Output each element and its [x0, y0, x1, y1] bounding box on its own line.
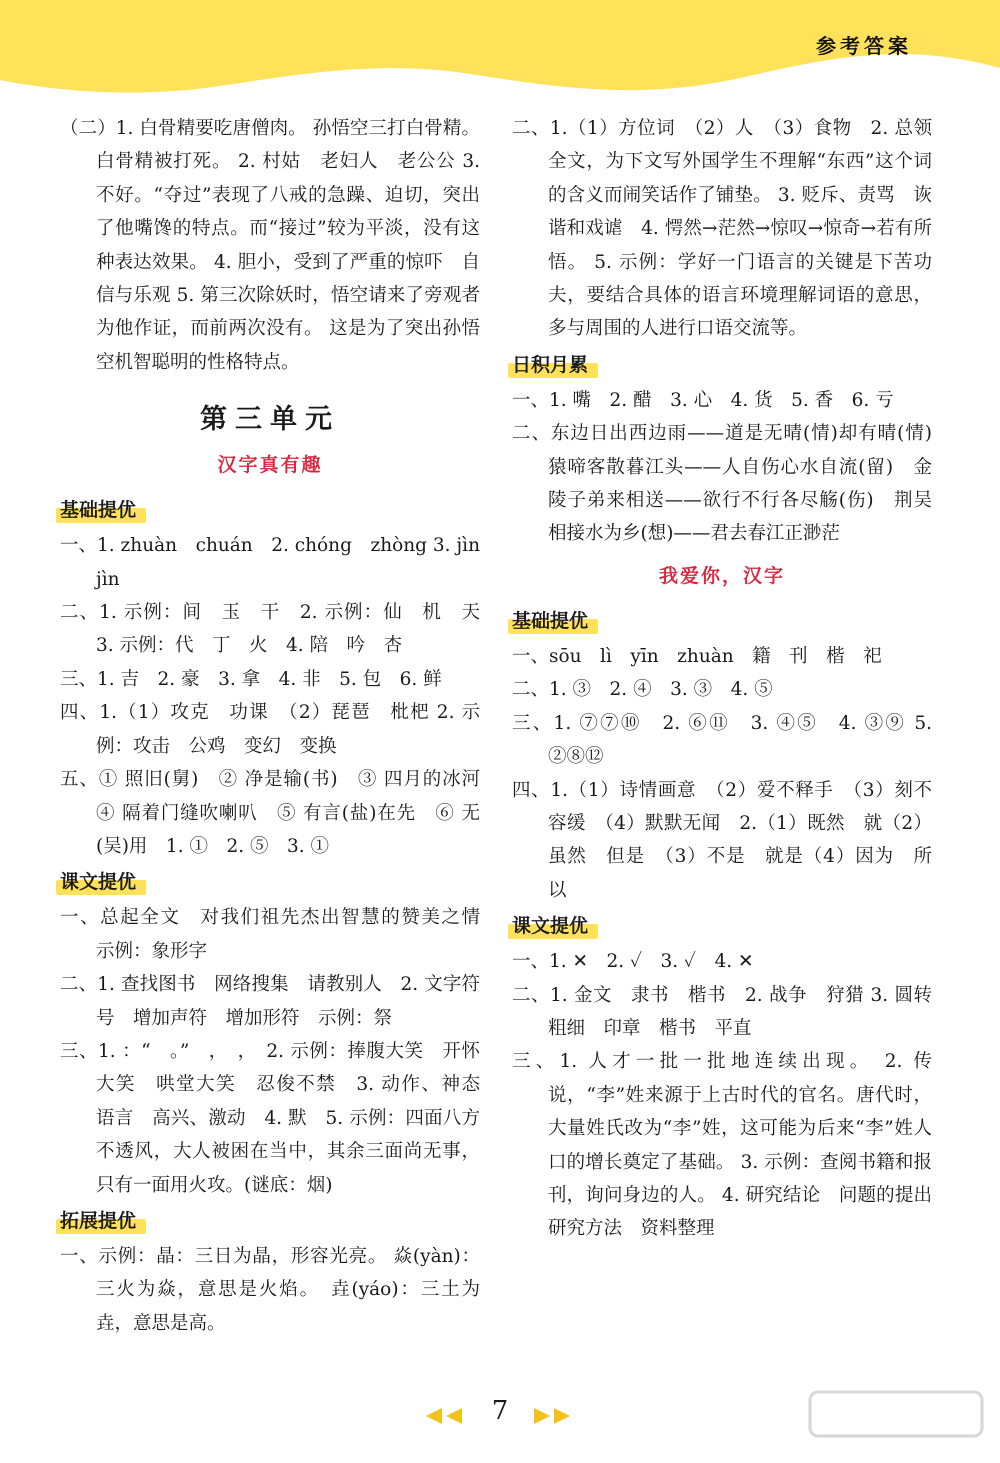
section-tag: 拓展提优 — [58, 1204, 140, 1238]
header-title: 参考答案 — [816, 34, 912, 58]
next-page-icon — [528, 1406, 572, 1426]
right-column — [512, 112, 951, 1246]
section-tag: 基础提优 — [58, 493, 140, 527]
right-intro-answer: 二、1.（1）方位词 （2）人 （3）食物 2. 总领全文，为下文写外国学生不理解“东西”这个词的含义而闹笑话作了铺垫。 3. 贬斥、责骂 诙谐和戏谑 4. 愕然→茫然→惊叹→惊奇→若有所悟。 5. 示例：学好一门语言的关键是下苦功夫，要结合具体的语言环境理解词语的意思，多与周围的人进行口语交流等。 — [512, 118, 932, 340]
left-column — [60, 112, 499, 1340]
section-tag: 课文提优 — [510, 909, 592, 943]
answer-line: 一、1. 嘴 2. 醋 3. 心 4. 货 5. 香 6. 亏 — [512, 389, 894, 411]
answer-line: 一、总起全文 对我们祖先杰出智慧的赞美之情 示例：象形字 — [60, 907, 499, 962]
answer-line: 一、1. zhuàn chuán 2. chóng zhòng 3. jìn jìn — [60, 535, 499, 590]
unit-title: 第三单元 — [200, 404, 340, 436]
page-header — [0, 0, 1000, 110]
answer-line: 四、1.（1）诗情画意 （2）爱不释手 （3）刻不容缓 （4）默默无闻 2.（1）既然 就（2）虽然 但是 （3）不是 就是（4）因为 所以 — [512, 779, 932, 901]
answer-line: 二、1. ③ 2. ④ 3. ③ 4. ⑤ — [512, 679, 773, 701]
answer-line: 一、1. ✕ 2. ✓ 3. ✓ 4. ✕ — [512, 951, 754, 973]
answer-line: 二、1. 查找图书 网络搜集 请教别人 2. 文字符号 增加声符 增加形符 示例：祭 — [60, 974, 480, 1029]
answer-line: 四、1.（1）攻克 功课 （2）琵琶 枇杷 2. 示例：攻击 公鸡 变幻 变换 — [60, 702, 480, 757]
lesson-title: 汉字真有趣 — [217, 454, 323, 477]
answer-line: 二、1. 金文 隶书 楷书 2. 战争 狩猎 3. 圆转 粗细 印章 楷书 平直 — [512, 984, 951, 1039]
answer-line: 一、sōu lì yīn zhuàn 籍 刊 楷 祀 — [512, 645, 882, 667]
answer-line: 三、1. ⑦⑦⑩ 2. ⑥⑪ 3. ④⑤ 4. ③⑨ 5. ②⑧⑫ — [512, 712, 932, 768]
section-tag: 日积月累 — [510, 348, 592, 382]
answer-line: 一、示例：晶：三日为晶，形容光亮。 焱(yàn)：三火为焱，意思是火焰。 垚(yáo)：三土为垚，意思是高。 — [60, 1245, 480, 1334]
section-tag: 基础提优 — [510, 604, 592, 638]
lesson-title: 我爱你，汉字 — [658, 564, 785, 587]
watermark-logo-icon — [806, 1388, 986, 1458]
watermark-logo — [806, 1388, 986, 1458]
answer-line: 二、1. 示例：间 玉 干 2. 示例：仙 机 天 3. 示例：代 丁 火 4. 陪 吟 杏 — [60, 602, 480, 657]
left-intro-answer: （二）1. 白骨精要吃唐僧肉。 孙悟空三打白骨精。 白骨精被打死。 2. 村姑 老妇人 老公公 3. 不好。“夺过”表现了八戒的急躁、迫切，突出了他嘴馋的特点。而“接过”较为平淡，没有这种表达效果。 4. 胆小，受到了严重的惊吓 自信与乐观 5. 第三次除妖时，悟空请来了旁观者为他作证，而前两次没有。 这是为了突出孙悟空机智聪明的性格特点。 — [60, 118, 480, 373]
section-tag: 课文提优 — [58, 865, 140, 899]
answer-line: 三、1. ：“ 。” ， ， 2. 示例：捧腹大笑 开怀大笑 哄堂大笑 忍俊不禁 3. 动作、神态 语言 高兴、激动 4. 默 5. 示例：四面八方不透风，大人被困在当中，其余三面尚无事，只有一面用火攻。(谜底：烟) — [60, 1040, 499, 1196]
answer-line: 三、1. 人才一批一批地连续出现。 2. 传说，“李”姓来源于上古时代的官名。唐代时，大量姓氏改为“李”姓，这可能为后来“李”姓人口的增长奠定了基础。 3. 示例：查阅书籍和报刊，询问身边的人。 4. 研究结论 问题的提出 研究方法 资料整理 — [512, 1051, 951, 1240]
answer-line: 二、东边日出西边雨——道是无晴(情)却有晴(情) 猿啼客散暮江头——人自伤心水自流(留) 金陵子弟来相送——欲行不行各尽觞(伤) 荆吴相接水为乡(想)——君去春江正渺茫 — [512, 423, 951, 545]
previous-page-icon — [424, 1406, 468, 1426]
answer-line: 三、1. 吉 2. 豪 3. 拿 4. 非 5. 包 6. 鲜 — [60, 668, 442, 690]
page-number: 7 — [491, 1396, 509, 1426]
answer-line: 五、① 照旧(舅) ② 净是输(书) ③ 四月的冰河 ④ 隔着门缝吹喇叭 ⑤ 有言(盐)在先 ⑥ 无(吴)用 1. ① 2. ⑤ 3. ① — [60, 769, 499, 857]
